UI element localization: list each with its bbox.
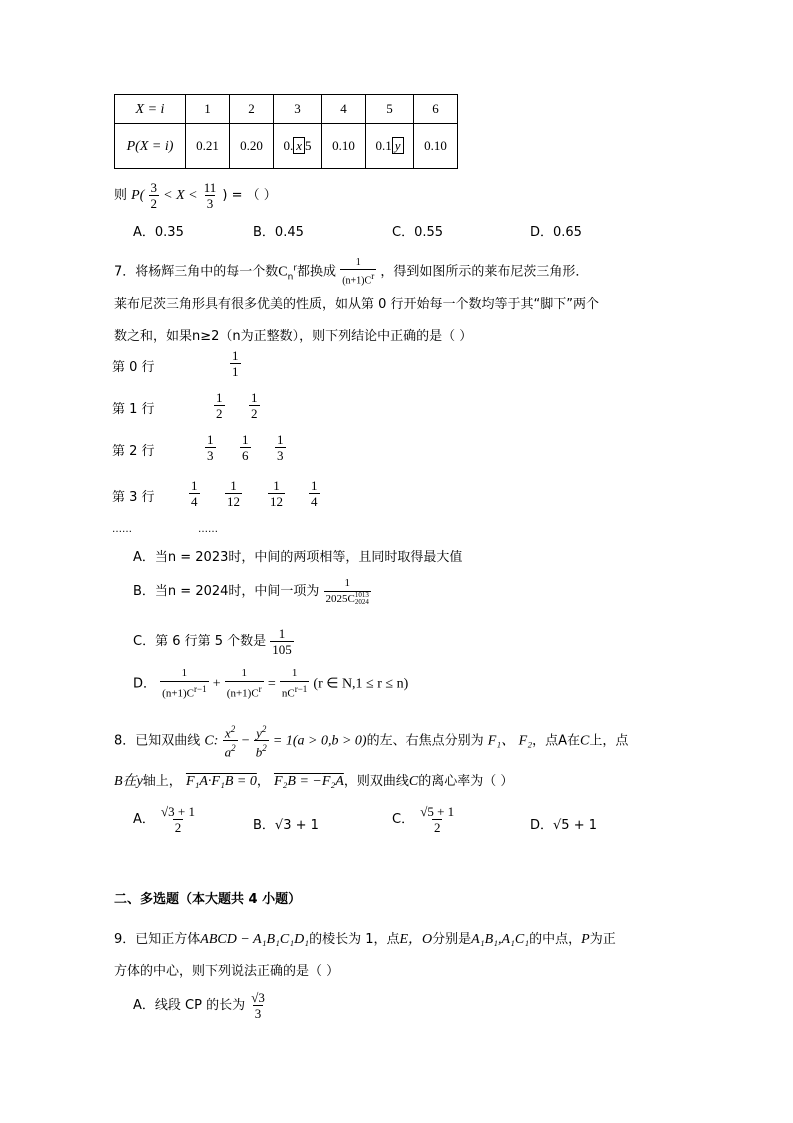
q6-option-b: B．0.45 [253,225,304,240]
table-cell: 0. x 5 [274,124,322,169]
q6-option-a: A．0.35 [133,225,184,240]
fraction: $\frac{3}{2}$ [150,180,158,211]
row-label: 第 2 行 [112,444,155,459]
blank-x-box: x [293,137,305,154]
row-label: 第 1 行 [112,402,155,417]
table-cell: P(X = i) [115,124,186,169]
fraction: $\frac{1}{6}$ [242,432,249,463]
blank-y-box: y [392,137,404,154]
table-header-cell: 4 [322,95,366,124]
q8-option-c: C． $\frac{√5 + 1}{2}$ [392,804,455,835]
table-header-cell: 5 [366,95,414,124]
q9-option-a: A．线段 CP 的长为 $\frac{√3}{3}$ [133,990,265,1021]
table-header-cell: 1 [186,95,230,124]
fraction: $\frac{1}{2}$ [216,390,223,421]
row-label: 第 3 行 [112,490,155,505]
table-header-cell: 3 [274,95,322,124]
q7-line3: 数之和，如果n≥2（n为正整数），则下列结论中正确的是（ ） [114,329,473,344]
fraction: $\frac{1}{4}$ [311,478,318,509]
table-cell: 0.21 [186,124,230,169]
q8-option-a: A． $\frac{√3 + 1}{2}$ [133,804,196,835]
q7-option-d: D． $\frac{1}{(n+1)C^{r-1}}$ + $\frac{1}{(n+1)C^r}$ = $\frac{1}{nC^{r-1}}$ (r ∈ N,1 ≤ r ≤ n) [133,667,409,700]
q8-option-d: D．√5 + 1 [530,818,597,833]
q7-option-b: B．当n = 2024时，中间一项为 1 2025C 1013 2024 [133,577,369,607]
distribution-table [114,94,458,169]
q7-line1: 7．将杨辉三角中的每一个数$C_n^r$都换成 $\frac{1}{(n+1)C^r}$ ，得到如图所示的莱布尼茨三角形． [114,257,589,287]
fraction: $\frac{1}{(n+1)C^r}$ [226,667,262,700]
fraction: $\frac{1}{105}$ [272,626,292,657]
fraction: $\frac{1}{12}$ [270,478,283,509]
q6-option-c: C．0.55 [392,225,444,240]
section-title: 二、多选题（本大题共 4 小题） [114,892,302,907]
ellipsis: …… [198,524,218,535]
fraction: $\frac{1}{12}$ [227,478,240,509]
table-cell: 0.1 y [366,124,414,169]
q7-option-a: A．当n = 2023时，中间的两项相等，且同时取得最大值 [133,550,463,565]
row-label: 第 0 行 [112,360,155,375]
fraction: $\frac{1}{nC^{r-1}}$ [281,667,308,700]
q7-line2: 莱布尼茨三角形具有很多优美的性质，如从第 0 行开始每一个数均等于其“脚下”两个 [114,297,600,312]
table-cell: 0.10 [322,124,366,169]
fraction: $\frac{1}{(n+1)C^{r-1}}$ [162,667,207,700]
table-header-cell: 2 [230,95,274,124]
q8-line2: B在y轴上， F₁A·F₁B = 0， F₂B = −F₂A，则双曲线C的离心率为（ ） [114,774,514,789]
ellipsis: …… [112,524,132,535]
fraction: $\frac{1}{4}$ [191,478,198,509]
q8-line1: 8．已知双曲线 C: $\frac{x^2}{a^2}$ − $\frac{y^2}{b^2}$ = 1(a > 0,b > 0)的左、右焦点分别为 F₁、 F₂，点A在C上，点 [114,724,629,760]
table-header-cell: X = i [115,95,186,124]
fraction: $\frac{11}{3}$ [203,180,217,211]
fraction: 1 2025C 1013 2024 [325,577,369,607]
table-cell: 0.10 [414,124,458,169]
q7-option-c: C．第 6 行第 5 个数是 $\frac{1}{105}$ [133,626,292,657]
q9-line1: 9．已知正方体ABCD − A₁B₁C₁D₁的棱长为 1，点E，O分别是A₁B₁,A₁C₁的中点，P为正 [114,932,616,947]
fraction: $\frac{1}{2}$ [251,390,258,421]
fraction: $\frac{1}{3}$ [277,432,284,463]
table-header-cell: 6 [414,95,458,124]
fraction: $\frac{1}{1}$ [232,348,239,379]
fraction: $\frac{1}{3}$ [207,432,214,463]
table-cell: 0.20 [230,124,274,169]
q8-option-b: B．√3 + 1 [253,818,319,833]
q9-line2: 方体的中心，则下列说法正确的是（ ） [114,964,340,979]
q6-stem: 则 P( $\frac{3}{2}$ < X < $\frac{11}{3}$ ) = （ ） [114,180,277,211]
q6-option-d: D．0.65 [530,225,582,240]
fraction: $\frac{1}{(n+1)C^r}$ [342,257,375,287]
